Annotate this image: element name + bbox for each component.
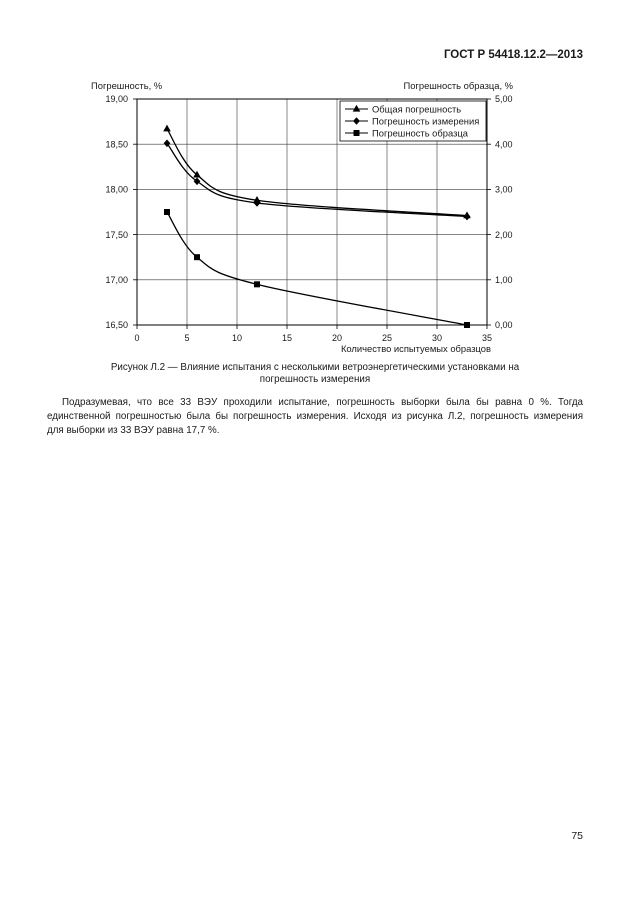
data-point-1-1-triangle-marker <box>163 125 171 132</box>
y2-tick-label: 1,00 <box>495 275 513 285</box>
x-tick-label: 10 <box>231 333 243 343</box>
data-point-3-3-square-marker <box>254 281 260 287</box>
legend-label: Погрешность измерения <box>372 115 480 127</box>
figure-chart <box>0 0 630 360</box>
figure-caption <box>47 362 583 386</box>
y-tick-label: 19,00 <box>105 94 128 105</box>
x-tick-label: 0 <box>134 333 140 343</box>
paragraph-line: Подразумевая, что все 33 ВЭУ проходили испытание, погрешность выборки была бы равна 0 %. Тогда <box>62 397 583 408</box>
series-group <box>163 125 471 328</box>
y-tick-label: 17,00 <box>105 275 128 285</box>
y2-tick-label: 4,00 <box>495 139 513 150</box>
caption-line: Рисунок Л.2 — Влияние испытания с несколькими ветроэнергетическими установками на <box>110 362 520 373</box>
y2-axis-title: Погрешность образца, % <box>403 80 513 91</box>
y-tick-label: 18,00 <box>105 184 128 195</box>
y-tick-label: 16,50 <box>105 320 128 331</box>
legend-label: Погрешность образца <box>372 127 468 139</box>
x-tick-label: 5 <box>184 333 190 343</box>
data-point-3-2-square-marker <box>194 254 200 260</box>
y2-tick-label: 3,00 <box>495 184 513 195</box>
y-tick-label: 17,50 <box>105 229 128 240</box>
x-tick-label: 35 <box>481 333 493 343</box>
x-axis-title: Количество испытуемых образцов <box>340 343 491 354</box>
y-tick-label: 18,50 <box>105 139 128 150</box>
body-paragraph <box>47 396 583 438</box>
data-point-3-1-square-marker <box>164 209 170 215</box>
data-point-2-4-diamond-marker <box>464 213 471 221</box>
x-tick-label: 15 <box>281 333 293 343</box>
x-tick-label: 30 <box>431 333 443 343</box>
x-tick-label: 25 <box>381 333 393 343</box>
series-line-1 <box>167 129 467 216</box>
legend-label: Общая погрешность <box>372 103 462 115</box>
data-point-2-2-diamond-marker <box>194 177 201 185</box>
paragraph-line: единственной погрешностью была бы погрешность измерения. Исходя из рисунка Л.2, погрешность измерения <box>47 411 583 422</box>
x-tick-label: 20 <box>331 333 343 343</box>
caption-line: погрешность измерения <box>259 374 371 385</box>
legend-entry-3-square-marker <box>354 130 360 136</box>
y-axis-title: Погрешность, % <box>91 80 163 91</box>
data-point-3-4-square-marker <box>464 322 470 328</box>
legend <box>340 101 486 141</box>
document-header: ГОСТ Р 54418.12.2—2013 <box>443 49 583 61</box>
y2-tick-label: 2,00 <box>495 229 513 240</box>
series-line-3 <box>167 212 467 325</box>
paragraph-line: для выборки из 33 ВЭУ равна 17,7 %. <box>47 425 220 436</box>
y2-tick-label: 0,00 <box>495 320 513 331</box>
page-number: 75 <box>571 830 583 842</box>
y2-tick-label: 5,00 <box>495 94 513 105</box>
